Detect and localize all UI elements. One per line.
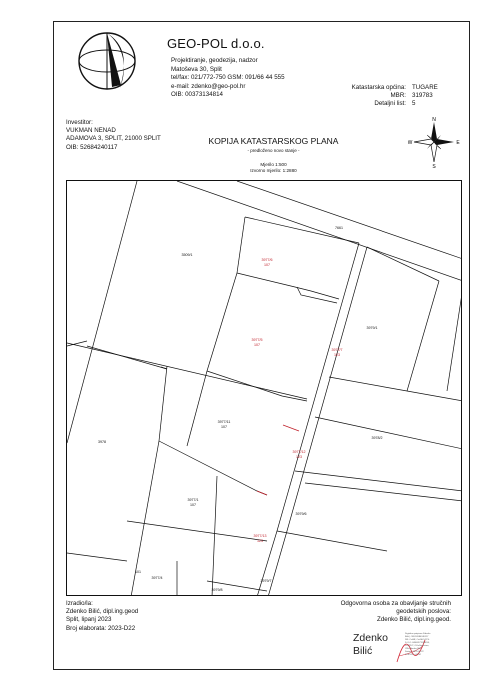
parcel-id: 3979/8 [211, 588, 223, 592]
parcel-id: 3977/5 [251, 338, 263, 342]
responsible-line: Odgovorna osoba za obavljanje stručnih [340, 600, 451, 607]
compass-n: N [432, 117, 436, 123]
investor-oib: OIB: 52684240117 [66, 143, 118, 151]
signature-name [353, 632, 388, 658]
parcel-area: 107 [264, 263, 270, 267]
author-block [66, 600, 138, 633]
parcel-id: 3977/6 [261, 258, 273, 262]
company-line: OIB: 00373134814 [171, 91, 223, 99]
parcel-id: 3979/6 [295, 512, 307, 516]
scale-text: Mjerilo 1:500 [260, 162, 287, 167]
plan-subtitle: - predloženo novo stanje - [247, 148, 300, 153]
parcel-area: 123 [257, 539, 263, 543]
company-logo [76, 30, 138, 92]
municipality-label: Katastarska općina: [351, 84, 406, 91]
parcel-area: 107 [221, 425, 227, 429]
company-line: Matoševa 30, Split [171, 65, 222, 73]
cadastral-map [66, 180, 462, 596]
parcel-area: 107 [190, 503, 196, 507]
digital-line: L=SPLIT, OU=Signature, [405, 645, 430, 647]
parcel-id: 3977/7 [331, 348, 343, 352]
digital-signature-text [405, 633, 467, 663]
digital-line: CN=Zdenko Bilić [405, 648, 422, 650]
plan-title: KOPIJA KATASTARSKOG PLANA [208, 136, 339, 146]
signature-first: Zdenko [353, 632, 389, 644]
responsible-name: Zdenko Bilić, dipl.ing.geod. [377, 616, 451, 624]
compass-s: S [432, 164, 436, 168]
author-name: Zdenko Bilić, dipl.ing.geod [66, 608, 139, 616]
compass-w: W [408, 140, 413, 146]
digital-line: Digitalno potpisao Zdenko [405, 633, 431, 635]
proposed-boundaries [257, 425, 299, 495]
sheet-label: Detaljni list: [374, 100, 406, 108]
company-name: GEO-POL d.o.o. [167, 36, 265, 51]
company-contact [171, 57, 285, 100]
original-scale-text: Izvorno mjerilo: 1:2880 [250, 167, 297, 173]
compass-rose-icon [408, 116, 460, 168]
digital-line: 10:43:57 +02'00' [405, 654, 422, 656]
cadastre-info [330, 84, 438, 109]
parcel-map-svg [67, 181, 462, 596]
company-line: Projektiranje, geodezija, nadzor [171, 57, 258, 64]
mbr-value: 319783 [412, 92, 433, 100]
municipality-value: TUGARE [412, 84, 438, 91]
digital-line: DN: C=HR, O=GEO-POL [405, 639, 430, 641]
parcel-id: 3977/11 [217, 420, 231, 424]
company-line: tel/fax: 021/772-750 GSM: 091/66 44 555 [171, 74, 285, 82]
parcel-area: 123 [334, 353, 340, 357]
parcel-id: 3977/12 [292, 450, 306, 454]
mbr-label: MBR: [390, 92, 406, 100]
digital-line: Bilić | OIB 52684240117 [405, 636, 429, 638]
author-heading: Izradio/la: [66, 600, 93, 607]
compass-e: E [456, 140, 460, 146]
place-date: Split, lipanj 2023 [66, 616, 112, 624]
parcel-id: 3978 [98, 440, 106, 444]
parcel-id: 3978/2 [371, 436, 383, 440]
parcel-id: 3979/7 [260, 579, 272, 583]
responsible-block [341, 600, 451, 625]
digital-line: D.O.O. HR00373134814, [405, 642, 430, 644]
parcel-id: 3977/4 [151, 576, 163, 580]
digital-line: Datum: 2023.06.22 [405, 651, 424, 653]
signature-last: Bilić [353, 645, 373, 657]
parcel-id: 101 [135, 570, 141, 574]
responsible-line: geodetskih poslova: [396, 608, 451, 616]
sheet-value: 5 [412, 100, 416, 108]
investor-address: ADAMOVA 3, SPLIT, 21000 SPLIT [66, 135, 161, 143]
parcel-id: 7661 [335, 226, 343, 230]
parcel-id: 3977/13 [253, 534, 267, 538]
parcel-area: 123 [296, 455, 302, 459]
parcel-id: 3509/1 [181, 253, 193, 257]
investor-name: VUKMAN NENAD [66, 127, 116, 135]
investor-heading: Investitor: [66, 119, 93, 126]
parcel-id: 3979/1 [366, 326, 378, 330]
company-line: e-mail: zdenko@geo-pol.hr [171, 82, 246, 90]
elaborate-number: Broj elaborata: 2023-D22 [66, 624, 136, 632]
parcel-area: 107 [254, 343, 260, 347]
parcel-id: 3977/1 [187, 498, 199, 502]
